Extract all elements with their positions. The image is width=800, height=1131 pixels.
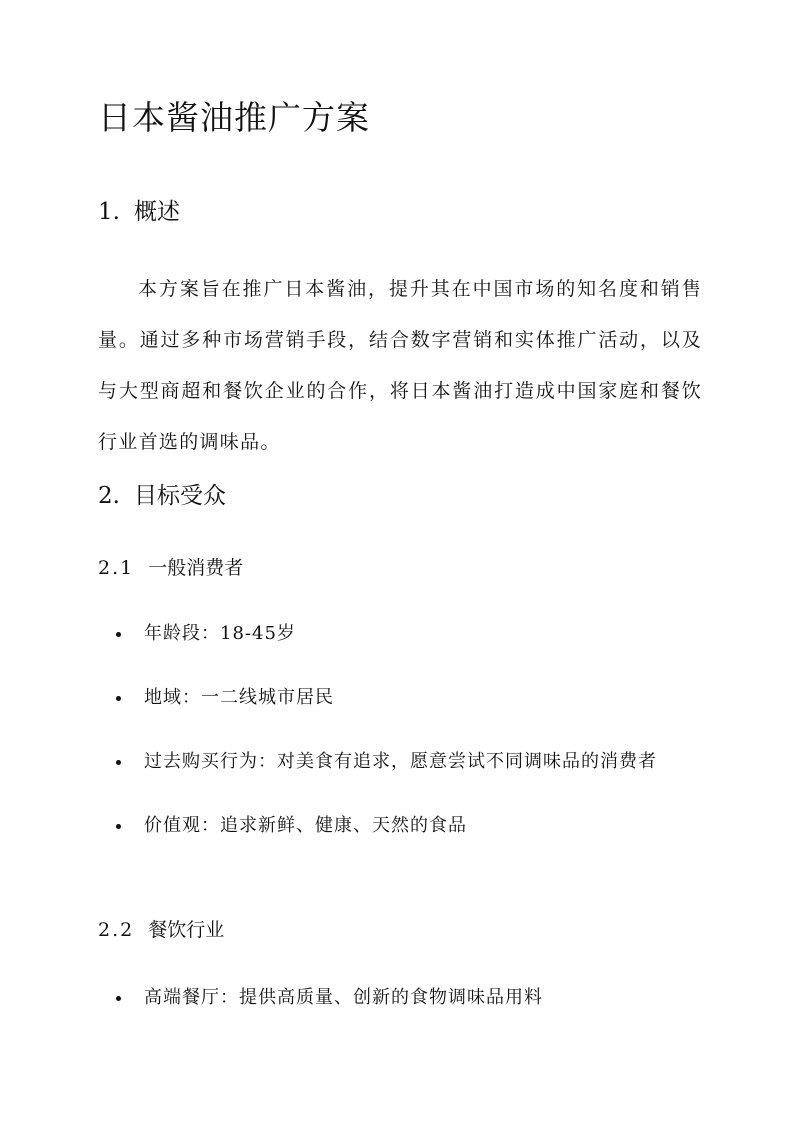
list-item xyxy=(98,614,702,654)
bullet-dot-icon xyxy=(116,996,121,1001)
section-number: 2. xyxy=(98,483,120,509)
section-number: 1. xyxy=(98,199,120,225)
bullet-dot-icon xyxy=(116,696,121,701)
document-title: 日本酱油推广方案 xyxy=(98,98,370,137)
section-heading-target-audience xyxy=(98,480,226,512)
list-item xyxy=(98,742,702,782)
list-item-text: 价值观：追求新鲜、健康、天然的食品 xyxy=(144,815,467,836)
section-title: 目标受众 xyxy=(133,483,226,509)
subsection-title: 一般消费者 xyxy=(148,557,244,579)
list-item xyxy=(98,806,702,846)
subsection-number: 2.1 xyxy=(98,557,135,579)
list-item-text: 高端餐厅：提供高质量、创新的食物调味品用料 xyxy=(144,987,543,1008)
section-title: 概述 xyxy=(133,199,180,225)
list-item-text: 过去购买行为：对美食有追求，愿意尝试不同调味品的消费者 xyxy=(144,751,657,772)
subsection-heading-catering-industry xyxy=(98,916,224,944)
list-item-text: 地域：一二线城市居民 xyxy=(144,687,334,708)
bullet-dot-icon xyxy=(116,632,121,637)
bullet-dot-icon xyxy=(116,760,121,765)
general-consumers-list xyxy=(98,614,702,846)
list-item xyxy=(98,978,702,1018)
list-item xyxy=(98,678,702,718)
catering-industry-list xyxy=(98,978,702,1018)
section-heading-overview xyxy=(98,196,180,228)
overview-paragraph: 本方案旨在推广日本酱油，提升其在中国市场的知名度和销售量。通过多种市场营销手段，结合数字营销和实体推广活动，以及与大型商超和餐饮企业的合作，将日本酱油打造成中国家庭和餐饮行业首选的调味品。 xyxy=(98,278,702,453)
subsection-number: 2.2 xyxy=(98,919,135,941)
subsection-heading-general-consumers xyxy=(98,554,243,582)
subsection-title: 餐饮行业 xyxy=(148,919,225,941)
bullet-dot-icon xyxy=(116,824,121,829)
list-item-text: 年龄段：18-45岁 xyxy=(144,623,296,644)
